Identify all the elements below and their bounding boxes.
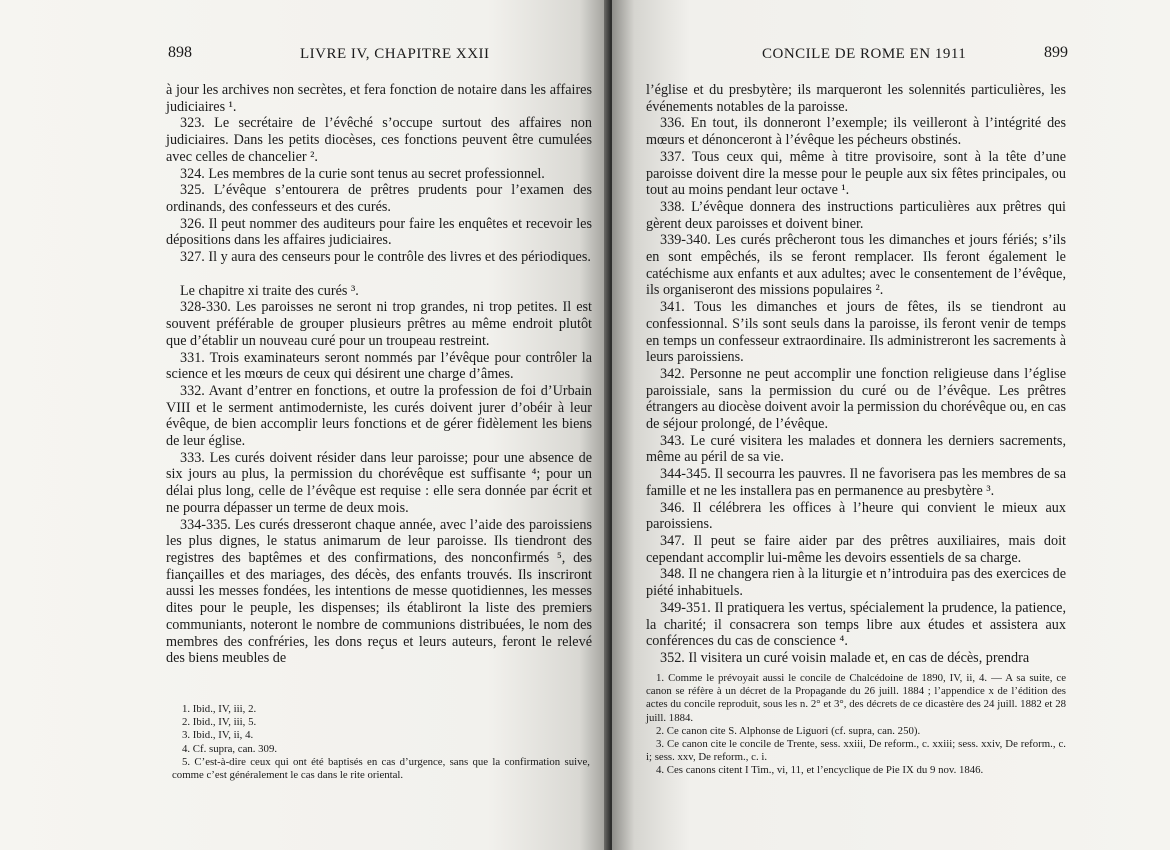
right-page	[612, 0, 1170, 850]
right-page-number: 899	[1044, 44, 1068, 61]
footnote: 5. C’est-à-dire ceux qui ont été baptisés en cas d’urgence, sans que la confirmation suive, comme c’est généralement le cas dans le rite oriental.	[172, 755, 590, 782]
paragraph: 328-330. Les paroisses ne seront ni trop grandes, ni trop petites. Il est souvent préférable de grouper plusieurs prêtres au même endroit plutôt que d’établir un nouveau curé pour un troupeau restreint.	[166, 299, 592, 349]
paragraph: 323. Le secrétaire de l’évêché s’occupe surtout des affaires non judiciaires. Dans les petits diocèses, ces fonctions peuvent être cumulées avec celles de chancelier ².	[166, 115, 592, 165]
paragraph: 349-351. Il pratiquera les vertus, spécialement la prudence, la patience, la charité; il consacrera son temps libre aux études et assistera aux conférences du cas de conscience ⁴.	[646, 599, 1066, 650]
paragraph: 343. Le curé visitera les malades et donnera les derniers sacrements, même au péril de sa vie.	[646, 432, 1066, 466]
right-footnotes	[646, 672, 1066, 778]
paragraph: 348. Il ne changera rien à la liturgie et n’introduira pas des exercices de piété inhabituels.	[646, 566, 1066, 600]
footnote: 2. Ibid., IV, iii, 5.	[182, 716, 257, 729]
paragraph: 347. Il peut se faire aider par des prêtres auxiliaires, mais doit cependant accomplir lui-même les devoirs essentiels de sa charge.	[646, 532, 1066, 566]
paragraph: 346. Il célébrera les offices à l’heure qui convient le mieux aux paroissiens.	[646, 499, 1066, 533]
paragraph: 342. Personne ne peut accomplir une fonction religieuse dans l’église paroissiale, sans la permission du curé ou de l’évêque. Les prêtres étrangers au diocèse doivent avoir la permission du chorévêque ou, en cas de séjour prolongé, de l’évêque.	[646, 365, 1066, 433]
footnote: 3. Ibid., IV, ii, 4.	[182, 729, 254, 742]
paragraph: 334-335. Les curés dresseront chaque année, avec l’aide des paroissiens les plus dignes, le status animarum de leur paroisse. Ils tiendront des registres des baptêmes et des confirmations, des nonconfirmés ⁵, des fiançailles et des mariages, des décès, des enfants trouvés. Ils inscriront aussi les messes fondées, les intentions de messe quotidiennes, les messes dites pour le peuple, les dispenses; ils établiront la liste des premiers communiants, noteront le nombre de communions distribuées, le nom des membres des confréries, les dons reçus et leurs auteurs, feront le relevé des biens meubles de	[166, 516, 592, 667]
footnote: 1. Ibid., IV, iii, 2.	[182, 703, 257, 715]
paragraph: 326. Il peut nommer des auditeurs pour faire les enquêtes et recevoir les dépositions dans les affaires judiciaires.	[166, 215, 592, 249]
paragraph: 327. Il y aura des censeurs pour le contrôle des livres et des périodiques.	[180, 249, 591, 266]
footnote: 2. Ce canon cite S. Alphonse de Liguori (cf. supra, can. 250).	[656, 724, 921, 737]
left-running-head: LIVRE IV, CHAPITRE XXII	[300, 46, 490, 62]
paragraph: 333. Les curés doivent résider dans leur paroisse; pour une absence de six jours au plus, la permission du chorévêque est suffisante ⁴; pour un délai plus long, celle de l’évêque est requise : elle sera donnée par écrit et ne pourra dépasser un terme de deux mois.	[166, 449, 592, 516]
paragraph: 337. Tous ceux qui, même à titre provisoire, sont à la tête d’une paroisse doivent dire la messe pour le peuple aux six fêtes principales, ou tout au moins pendant leur octave ¹.	[646, 148, 1066, 199]
footnote: 4. Ces canons citent I Tim., vi, 11, et l’encyclique de Pie IX du 9 nov. 1846.	[656, 764, 984, 777]
footnote: 4. Cf. supra, can. 309.	[182, 742, 278, 755]
left-body-text	[166, 82, 592, 667]
paragraph: à jour les archives non secrètes, et fera fonction de notaire dans les affaires judiciaires ¹.	[166, 82, 592, 115]
right-body-text	[646, 82, 1066, 667]
paragraph: 352. Il visitera un curé voisin malade et, en cas de décès, prendra	[660, 649, 1030, 666]
left-page-number: 898	[168, 44, 192, 61]
paragraph: 332. Avant d’entrer en fonctions, et outre la profession de foi d’Urbain VIII et le serment antimoderniste, les curés doivent jurer d’obéir à leur évêque, de bien accomplir leurs fonctions et de gérer fidèlement les biens de leur église.	[166, 382, 592, 450]
paragraph: 344-345. Il secourra les pauvres. Il ne favorisera pas les membres de sa famille et ne les installera pas en permanence au presbytère ³.	[646, 466, 1066, 499]
paragraph: l’église et du presbytère; ils marqueront les solennités particulières, les événements notables de la paroisse.	[646, 82, 1066, 115]
paragraph: 331. Trois examinateurs seront nommés par l’évêque pour contrôler la science et les mœurs de ceux qui désirent une charge d’âmes.	[166, 349, 592, 383]
footnote: 3. Ce canon cite le concile de Trente, sess. xxiii, De reform., c. xxiii; sess. xxiv, De reform., c. i; sess. xxv, De reform., c. i.	[646, 738, 1066, 764]
right-running-head: CONCILE DE ROME EN 1911	[762, 46, 967, 62]
footnote: 1. Comme le prévoyait aussi le concile de Chalcédoine de 1890, IV, ii, 4. — A sa suite, ce canon se réfère à un décret de la Propagande du 26 juill. 1884 ; l’appendice x de l’édition des actes du concile reproduit, sous les n. 2° et 3°, des décrets de ce dicastère des 24 juill. 1882 et 28 juill. 1884.	[646, 672, 1066, 724]
paragraph: 341. Tous les dimanches et jours de fêtes, ils se tiendront au confessionnal. S’ils sont seuls dans la paroisse, ils feront venir de temps en temps un confesseur extraordinaire. Ils administreront les sacrements à leurs paroissiens.	[646, 299, 1066, 366]
paragraph: 324. Les membres de la curie sont tenus au secret professionnel.	[180, 165, 545, 182]
left-footnotes	[172, 703, 590, 782]
paragraph: 338. L’évêque donnera des instructions particulières aux prêtres qui gèrent deux paroisses et doivent biner.	[646, 198, 1066, 232]
paragraph: 336. En tout, ils donneront l’exemple; ils veilleront à l’intégrité des mœurs et dénonceront à l’évêque les pécheurs obstinés.	[646, 115, 1066, 149]
chapter-note: Le chapitre xi traite des curés ³.	[180, 282, 359, 299]
paragraph: 339-340. Les curés prêcheront tous les dimanches et jours fériés; s’ils en sont empêchés, ils se feront remplacer. Ils feront également le catéchisme aux enfants et aux adultes; avec le consentement de l’évêque, ils organiseront des missions populaires ².	[646, 232, 1066, 299]
paragraph: 325. L’évêque s’entourera de prêtres prudents pour l’examen des ordinands, des confesseurs et des curés.	[166, 182, 592, 215]
